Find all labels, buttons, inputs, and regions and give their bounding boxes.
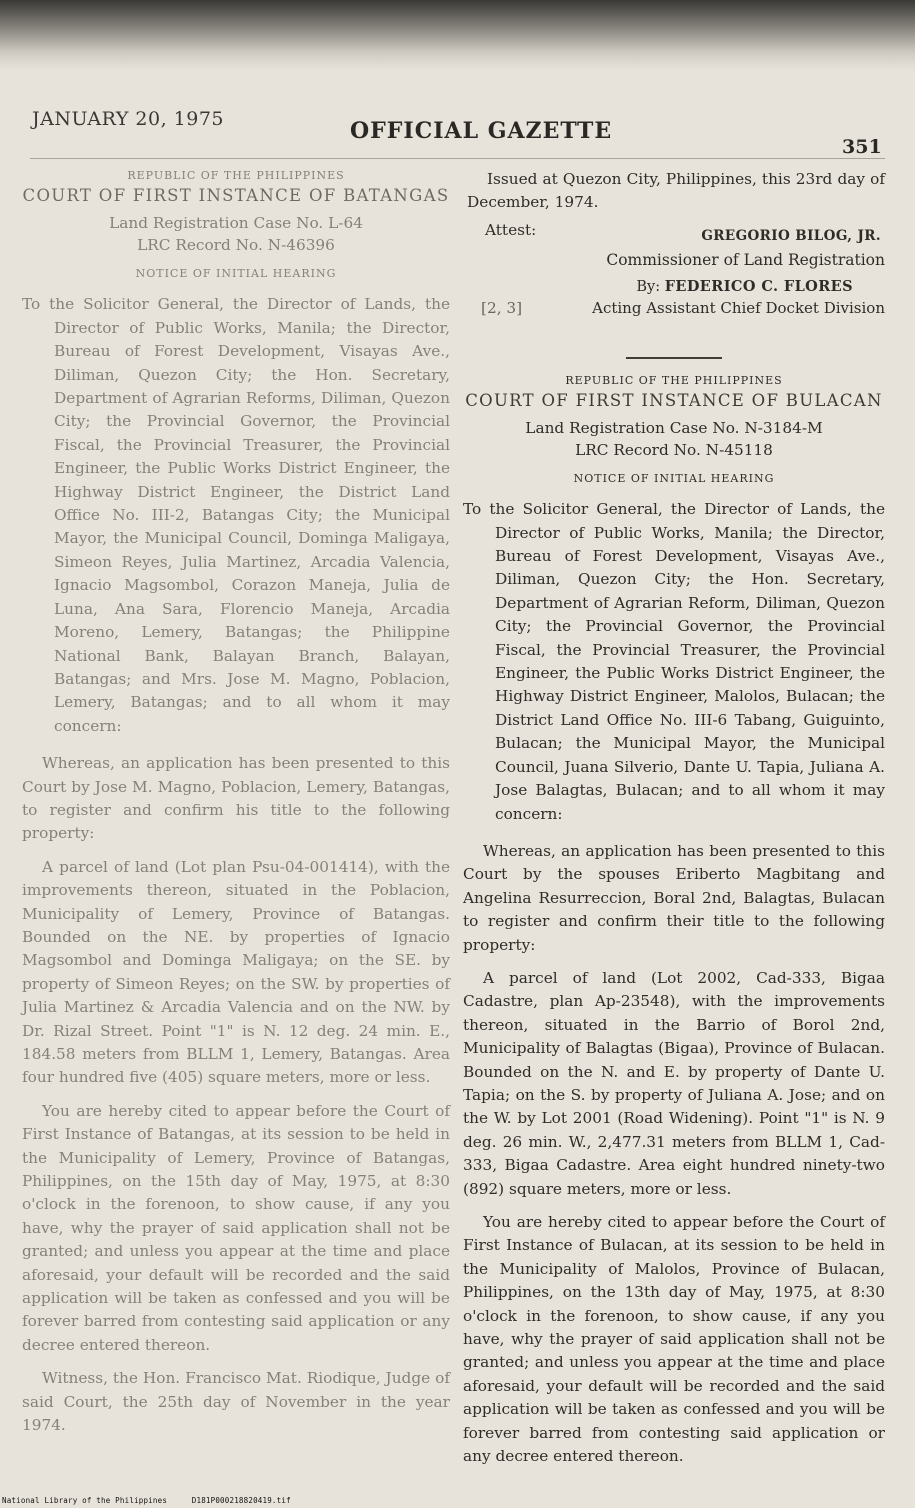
- application-paragraph: Whereas, an application has been presented to this Court by the spouses Eriberto Magbitang and Angelina Resurreccion, Boral 2nd, Balagtas, Bulacan to register and confirm their title to the following property:: [463, 841, 885, 954]
- issue-reference: [2, 3]: [481, 298, 523, 317]
- case-number: Land Registration Case No. L-64: [109, 214, 363, 232]
- signatory-name: FEDERICO C. FLORES: [664, 277, 853, 295]
- case-number: Land Registration Case No. N-3184-M: [525, 418, 823, 437]
- issued-line: Issued at Quezon City, Philippines, this 23rd day of December, 1974.: [467, 170, 885, 212]
- by-line: [636, 275, 853, 299]
- publication-title: OFFICIAL GAZETTE: [350, 118, 613, 144]
- scan-footer: [2, 1496, 311, 1505]
- court-name: COURT OF FIRST INSTANCE OF BULACAN: [465, 390, 883, 410]
- addressee-paragraph: To the Solicitor General, the Director of Lands, the Director of Public Works, Manila; the Director, Bureau of Forest Development, Visayas Ave., Diliman, Quezon City; the Hon. Secretary, Department of Agrarian Reforms, Diliman, Quezon City; the Provincial Governor, the Provincial Fiscal, the Provincial Treasurer, the Provincial Engineer, the Public Works District Engineer, the Highway District Engineer, the District Land Office No. III-2, Batangas City; the Municipal Mayor, the Municipal Council, Dominga Maligaya, Simeon Reyes, Julia Martinez, Arcadia Valencia, Ignacio Magsombol, Corazon Maneja, Julia de Luna, Ana Sara, Florencio Maneja, Arcadia Moreno, Lemery, Batangas; the Philippine National Bank, Balayan Branch, Balayan, Batangas; and Mrs. Jose M. Magno, Poblacion, Lemery, Batangas; and to all whom it may concern:: [22, 295, 450, 735]
- page-number: 351: [842, 136, 882, 158]
- witness-paragraph: Witness, the Hon. Francisco Mat. Riodique, Judge of said Court, the 25th day of November in the year 1974.: [22, 1369, 450, 1435]
- left-column: [22, 168, 450, 1438]
- property-paragraph: A parcel of land (Lot plan Psu-04-001414), with the improvements thereon, situated in the Poblacion, Municipality of Lemery, Province of Batangas. Bounded on the NE. by properties of Ignacio Magsombol and Dominga Maligaya; on the SE. by property of Simeon Reyes; on the SW. by properties of Julia Martinez & Arcadia Valencia and on the NW. by Dr. Rizal Street. Point "1" is N. 12 deg. 24 min. E., 184.58 meters from BLLM 1, Lemery, Batangas. Area four hundred five (405) square meters, more or less.: [22, 857, 450, 1087]
- citation-paragraph: You are hereby cited to appear before the Court of First Instance of Bulacan, at its session to be held in the Municipality of Malolos, Province of Bulacan, Philippines, on the 13th day of May, 1975, at 8:30 o'clock in the forenoon, to show cause, if any you have, why the prayer of said application shall not be granted; and unless you appear at the time and place aforesaid, your default will be recorded and the said application will be taken as confessed and you will be forever barred from contesting said application or any decree entered thereon.: [463, 1213, 885, 1466]
- signatory-title: Acting Assistant Chief Docket Division: [592, 298, 885, 317]
- notice-heading: NOTICE OF INITIAL HEARING: [573, 471, 775, 485]
- republic-line: REPUBLIC OF THE PHILIPPINES: [127, 169, 345, 182]
- section-divider: [626, 357, 722, 359]
- record-number: LRC Record No. N-45118: [575, 440, 773, 459]
- issue-date: JANUARY 20, 1975: [32, 108, 225, 130]
- header-rule: [30, 158, 885, 159]
- republic-line: REPUBLIC OF THE PHILIPPINES: [565, 373, 783, 387]
- by-prefix: By:: [636, 278, 661, 295]
- library-source: National Library of the Philippines: [2, 1496, 168, 1505]
- commissioner-title: Commissioner of Land Registration: [606, 250, 885, 269]
- attest-label: Attest:: [485, 220, 537, 239]
- notice-heading: NOTICE OF INITIAL HEARING: [135, 267, 337, 280]
- record-number: LRC Record No. N-46396: [137, 236, 335, 254]
- addressee-paragraph: To the Solicitor General, the Director of Lands, the Director of Public Works, Manila; the Director, Bureau of Forest Development, Visayas Ave., Diliman, Quezon City; the Hon. Secretary, Department of Agrarian Reform, Diliman, Quezon City; the Provincial Governor, the Provincial Fiscal, the Provincial Treasurer, the Provincial Engineer, the Public Works District Engineer, the Highway District Engineer, Malolos, Bulacan; the District Land Office No. III-6 Tabang, Guiguinto, Bulacan; the Municipal Mayor, the Municipal Council, Juana Silverio, Dante U. Tapia, Juliana A. Jose Balagtas, Bulacan; and to all whom it may concern:: [463, 500, 885, 823]
- page-header: [0, 0, 915, 158]
- application-paragraph: Whereas, an application has been presented to this Court by Jose M. Magno, Poblacion, Lemery, Batangas, to register and confirm his title to the following property:: [22, 754, 450, 843]
- court-name: COURT OF FIRST INSTANCE OF BATANGAS: [22, 186, 450, 205]
- attest-block: [463, 219, 885, 327]
- right-column: [463, 168, 885, 1468]
- commissioner-name: GREGORIO BILOG, JR.: [701, 227, 881, 244]
- file-id: D181P000218820419.tif: [191, 1496, 291, 1505]
- citation-paragraph: You are hereby cited to appear before the Court of First Instance of Batangas, at its session to be held in the Municipality of Lemery, Province of Batangas, Philippines, on the 15th day of May, 1975, at 8:30 o'clock in the forenoon, to show cause, if any you have, why the prayer of said application shall not be granted; and unless you appear at the time and place aforesaid, your default will be recorded and the said application will be taken as confessed and you will be forever barred from contesting said application or any decree entered thereon.: [22, 1101, 450, 1354]
- property-paragraph: A parcel of land (Lot 2002, Cad-333, Bigaa Cadastre, plan Ap-23548), with the improvements thereon, situated in the Barrio of Borol 2nd, Municipality of Balagtas (Bigaa), Province of Bulacan. Bounded on the N. and E. by property of Dante U. Tapia; on the S. by property of Juliana A. Jose; and on the W. by Lot 2001 (Road Widening). Point "1" is N. 9 deg. 26 min. W., 2,477.31 meters from BLLM 1, Cad-333, Bigaa Cadastre. Area eight hundred ninety-two (892) square meters, more or less.: [463, 968, 885, 1198]
